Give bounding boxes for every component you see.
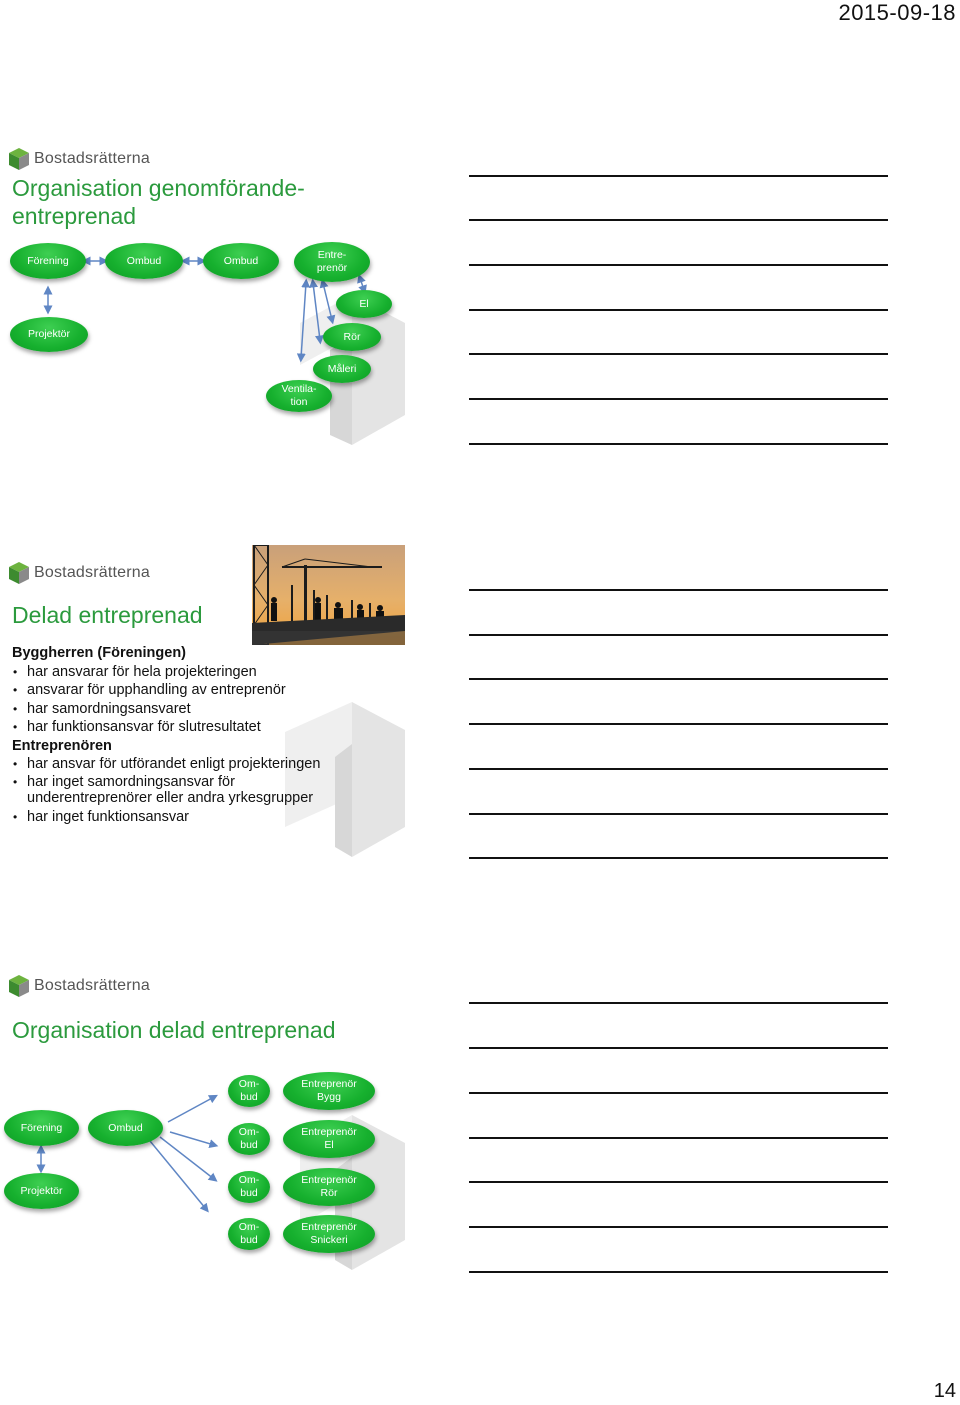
notes-line [469,768,888,770]
node-ombud: Ombud [105,243,183,279]
node-projektor: Projektör [4,1173,79,1209]
node-ror: Rör [323,323,381,351]
node-ombud: Ombud [88,1110,163,1146]
notes-line [469,1181,888,1183]
bullet-list-entreprenoren [12,755,362,826]
node-ombud-snickeri: Om-bud [228,1218,270,1250]
slide-title: Organisation delad entreprenad [12,1017,336,1043]
section-heading-entreprenoren: Entreprenören [12,737,112,754]
list-item: • har ansvarar för hela projekteringen [12,663,362,682]
notes-line [469,1271,888,1273]
logo-house-icon [8,561,30,585]
slide-organisation-delad [0,957,410,1287]
node-ombud-bygg: Om-bud [228,1075,270,1107]
slide-body [12,644,362,826]
slide-title: Organisation genomförande-entreprenad [12,175,305,229]
notes-line [469,1047,888,1049]
node-ventilation: Ventila-tion [266,380,332,412]
node-el: El [336,290,392,318]
list-item: • har inget samordningsansvar för underentreprenörer eller andra yrkesgrupper [12,774,362,806]
notes-line [469,634,888,636]
notes-line [469,1226,888,1228]
node-entreprenor-snickeri: Entreprenör Snickeri [283,1215,375,1253]
notes-line [469,1092,888,1094]
bostadsratterna-logo [8,558,150,588]
notes-line [469,1002,888,1004]
logo-text: Bostadsrätterna [34,150,150,167]
list-item: • har funktionsansvar för slutresultatet [12,718,362,737]
list-item: • har samordningsansvaret [12,700,362,719]
slide-title: Delad entreprenad [12,602,203,628]
node-projektor: Projektör [10,317,88,352]
notes-line [469,678,888,680]
node-entreprenor-bygg: Entreprenör Bygg [283,1072,375,1110]
node-entreprenor-el: Entreprenör El [283,1120,375,1158]
node-ombud: Ombud [203,243,279,279]
node-forening: Förening [10,243,86,279]
notes-line [469,857,888,859]
notes-line [469,309,888,311]
list-item: • har ansvar för utförandet enligt projekteringen [12,755,362,774]
node-entreprenor-ror: Entreprenör Rör [283,1168,375,1206]
page-number: 14 [933,1380,956,1402]
notes-line [469,723,888,725]
node-ombud-el: Om-bud [228,1123,270,1155]
logo-text: Bostadsrätterna [34,564,150,581]
node-ombud-ror: Om-bud [228,1171,270,1203]
notes-line [469,219,888,221]
section-heading-byggherren: Byggherren (Föreningen) [12,645,187,661]
notes-line [469,398,888,400]
notes-line [469,175,888,177]
date-header: 2015-09-18 [838,0,956,25]
notes-line [469,264,888,266]
node-maleri: Måleri [313,355,371,383]
notes-line [469,589,888,591]
slide-delad-entreprenad [0,544,410,874]
logo-text: Bostadsrätterna [34,977,150,994]
node-forening: Förening [4,1110,79,1146]
construction-site-photo [252,545,405,645]
slide-organisation-genomforande [0,130,410,460]
node-entreprenor: Entre-prenör [294,242,370,282]
notes-line [469,353,888,355]
list-item: • ansvarar för upphandling av entreprenör [12,681,362,700]
notes-line [469,1137,888,1139]
bullet-list-byggherren [12,663,362,737]
notes-line [469,813,888,815]
notes-line [469,443,888,445]
list-item: • har inget funktionsansvar [12,808,362,827]
